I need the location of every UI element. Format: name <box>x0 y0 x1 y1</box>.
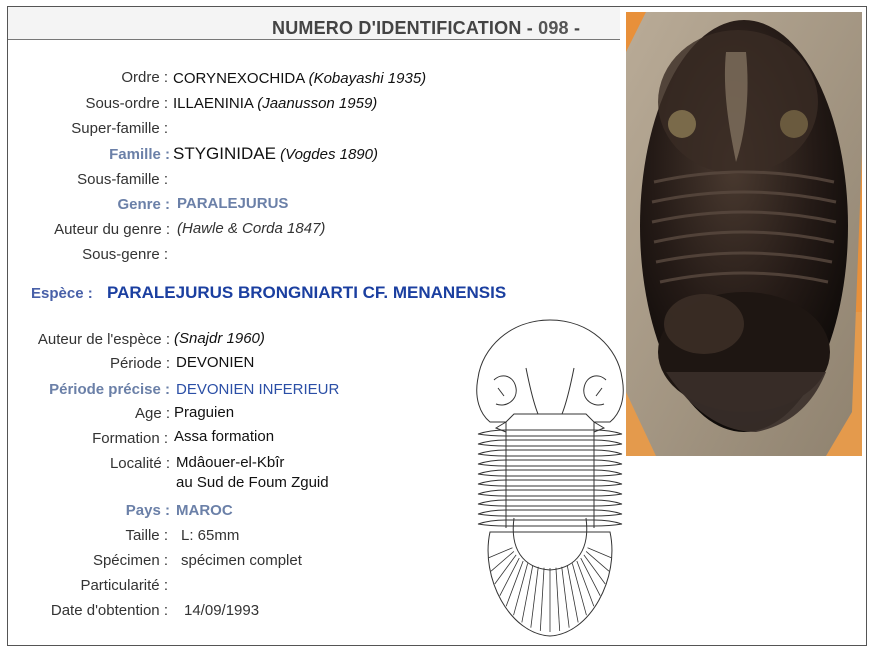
sous-ordre-name: ILLAENINIA <box>173 95 254 112</box>
value-ordre <box>173 70 426 87</box>
value-age: Praguien <box>174 404 235 421</box>
value-formation: Assa formation <box>174 428 275 445</box>
label-age: Age : <box>134 405 170 422</box>
label-date-obtention: Date d'obtention : <box>50 602 168 619</box>
ordre-name: CORYNEXOCHIDA <box>173 70 305 87</box>
label-super-famille: Super-famille : <box>71 120 168 137</box>
value-espece: PARALEJURUS BRONGNIARTI CF. MENANENSIS <box>107 283 507 302</box>
value-genre: PARALEJURUS <box>177 195 289 212</box>
value-taille: L: 65mm <box>181 527 240 544</box>
label-genre: Genre : <box>117 196 170 213</box>
label-specimen: Spécimen : <box>92 552 168 569</box>
page-title <box>272 18 580 39</box>
label-periode: Période : <box>109 355 170 372</box>
ordre-author: (Kobayashi 1935) <box>308 70 427 87</box>
famille-name: STYGINIDAE <box>173 144 276 163</box>
value-localite-line1: Mdâouer-el-Kbîr <box>176 454 285 471</box>
label-taille: Taille : <box>125 527 168 544</box>
value-auteur-genre: (Hawle & Corda 1847) <box>177 220 326 237</box>
label-formation: Formation : <box>92 430 168 447</box>
label-periode-precise: Période précise : <box>49 381 170 398</box>
value-periode-precise: DEVONIEN INFERIEUR <box>176 381 340 398</box>
value-specimen: spécimen complet <box>181 552 302 569</box>
value-periode: DEVONIEN <box>176 354 255 371</box>
trilobite-drawing <box>470 318 630 640</box>
header-bar <box>8 7 620 40</box>
value-sous-ordre <box>173 95 377 112</box>
title-prefix: NUMERO D'IDENTIFICATION - <box>272 18 533 38</box>
label-auteur-espece: Auteur de l'espèce : <box>37 331 170 348</box>
value-date-obtention: 14/09/1993 <box>184 602 260 619</box>
label-particularite: Particularité : <box>80 577 168 594</box>
id-number: 098 <box>538 18 569 38</box>
label-localite: Localité : <box>109 455 170 472</box>
label-auteur-genre: Auteur du genre : <box>54 221 170 238</box>
label-sous-genre: Sous-genre : <box>82 246 168 263</box>
label-sous-famille: Sous-famille : <box>77 171 168 188</box>
label-pays: Pays : <box>125 502 170 519</box>
label-ordre: Ordre : <box>121 69 168 86</box>
value-pays: MAROC <box>176 502 233 519</box>
label-sous-ordre: Sous-ordre : <box>85 95 168 112</box>
title-suffix: - <box>573 18 581 38</box>
label-famille: Famille : <box>109 146 170 163</box>
value-famille <box>173 144 378 164</box>
label-espece: Espèce : <box>31 285 93 302</box>
sous-ordre-author: (Jaanusson 1959) <box>257 95 378 112</box>
famille-author: (Vogdes 1890) <box>280 146 378 163</box>
value-localite-line2: au Sud de Foum Zguid <box>176 474 329 491</box>
value-auteur-espece: (Snajdr 1960) <box>174 330 265 347</box>
specimen-photo <box>626 12 862 456</box>
